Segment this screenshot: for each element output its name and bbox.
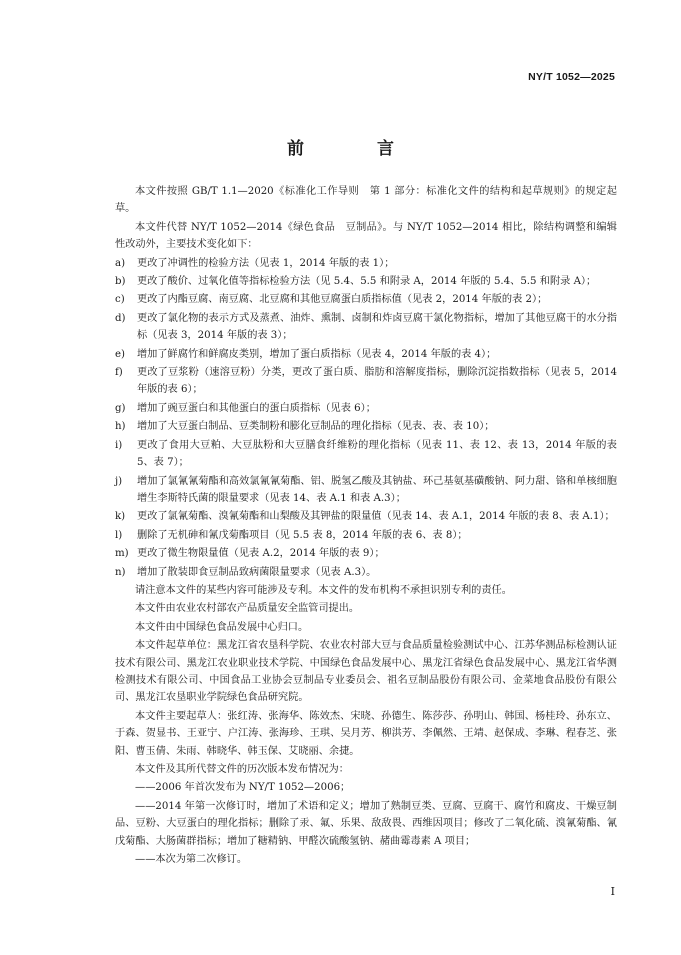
change-item-text: 增加了大豆蛋白制品、豆类制粉和膨化豆制品的理化指标（见表、表、表 10）； bbox=[137, 421, 495, 433]
change-item bbox=[115, 564, 617, 581]
change-item-label: l) bbox=[115, 529, 123, 541]
change-item-text: 更改了微生物限量值（见表 A.2，2014 年版的表 9）； bbox=[137, 548, 385, 560]
change-item-label: i) bbox=[115, 439, 123, 451]
paragraph: ——本次为第二次修订。 bbox=[135, 854, 248, 866]
change-item bbox=[115, 545, 617, 562]
paragraph: 本文件由中国绿色食品发展中心归口。 bbox=[135, 621, 309, 633]
change-item-text: 更改了酸价、过氧化值等指标检验方法（见 5.4、5.5 和附录 A，2014 年版的 5.4、5.5 和附录 A）； bbox=[137, 276, 597, 288]
change-item-label: b) bbox=[115, 276, 126, 288]
page-title: 前 言 bbox=[287, 139, 422, 159]
change-item-text: 增加了豌豆蛋白和其他蛋白的蛋白质指标（见表 6）； bbox=[137, 402, 376, 414]
page-number: I bbox=[610, 885, 615, 898]
paragraph: ——2006 年首次发布为 NY/T 1052—2006； bbox=[135, 782, 351, 794]
change-item-label: c) bbox=[115, 294, 125, 306]
change-item-text: 删除了无机砷和氰戊菊酯项目（见 5.5 表 8，2014 年版的表 6、表 8）； bbox=[137, 529, 468, 541]
paragraph: 本文件按照 GB/T 1.1—2020《标准化工作导则 第 1 部分：标准化文件的结构和起草规则》的规定起草。 bbox=[115, 186, 617, 215]
change-item-text: 更改了食用大豆粕、大豆肽粉和大豆膳食纤维粉的理化指标（见表 11、表 12、表 13，2014 年版的表 5、表 7）； bbox=[137, 439, 617, 469]
change-item-label: m) bbox=[115, 548, 129, 560]
change-item-text: 更改了内酯豆腐、南豆腐、北豆腐和其他豆腐蛋白质指标值（见表 2，2014 年版的表 2）； bbox=[137, 294, 548, 306]
paragraph: ——2014 年第一次修订时，增加了术语和定义；增加了熟制豆类、豆腐、豆腐干、腐竹和腐皮、干燥豆制品、豆粉、大豆蛋白的理化指标；删除了汞、氟、乐果、敌敌畏、西维因项目；修改了二氧化硫、溴氰菊酯、氰戊菊酯、大肠菌群指标；增加了糖精钠、甲醛次硫酸氢钠、赭曲霉毒素 A 项目； bbox=[115, 800, 617, 847]
change-item-text: 增加了氯氰氰菊酯和高效氯氰氰菊酯、铝、脱氢乙酸及其钠盐、环己基氨基磺酸钠、阿力甜、铬和单核细胞增生李斯特氏菌的限量要求（见表 14、表 A.1 和表 A.3）； bbox=[137, 475, 617, 504]
change-item-label: d) bbox=[115, 312, 126, 324]
change-item bbox=[115, 418, 617, 435]
change-item-text: 更改了氯氰菊酯、溴氰菊酯和山梨酸及其钾盐的限量值（见表 14、表 A.1，2014 年版的表 8、表 A.1）； bbox=[137, 511, 615, 523]
change-item-label: j) bbox=[115, 475, 123, 487]
change-item-label: h) bbox=[115, 421, 126, 433]
paragraph: 本文件及其所代替文件的历次版本发布情况为： bbox=[135, 764, 349, 775]
change-item-text: 更改了冲调性的检验方法（见表 1，2014 年版的表 1）； bbox=[137, 257, 395, 269]
change-item-label: a) bbox=[115, 257, 126, 269]
change-item-text: 增加了散装即食豆制品致病菌限量要求（见表 A.3）。 bbox=[137, 566, 377, 578]
change-item bbox=[115, 291, 617, 308]
standard-number-header: NY/T 1052—2025 bbox=[528, 71, 615, 83]
change-item bbox=[115, 527, 617, 544]
change-item-label: e) bbox=[115, 348, 126, 360]
change-item bbox=[115, 437, 617, 472]
change-item bbox=[115, 310, 617, 345]
paragraph: 本文件代替 NY/T 1052—2014《绿色食品 豆制品》。与 NY/T 1052—2014 相比，除结构调整和编辑性改动外，主要技术变化如下： bbox=[115, 221, 617, 251]
paragraph: 请注意本文件的某些内容可能涉及专利。本文件的发布机构不承担识别专利的责任。 bbox=[135, 584, 512, 596]
change-item bbox=[115, 473, 617, 508]
foreword-body bbox=[115, 183, 617, 869]
change-item-label: f) bbox=[115, 367, 123, 379]
change-item-text: 增加了鲜腐竹和鲜腐皮类别，增加了蛋白质指标（见表 4，2014 年版的表 4）； bbox=[137, 348, 497, 360]
paragraph: 本文件主要起草人：张红涛、张海华、陈效杰、宋晓、孙德生、陈莎莎、孙明山、韩国、杨桂玲、孙东立、于森、贺显书、王亚宁、户江涛、张海珍、王琪、吴月芳、柳洪芳、李佩然、王靖、赵保成、李琳、程春芝、张阳、曹玉倩、朱雨、韩晓华、韩玉保、艾晓丽、余捷。 bbox=[115, 710, 617, 757]
change-item-text: 更改了豆浆粉（速溶豆粉）分类，更改了蛋白质、脂肪和溶解度指标，删除沉淀指数指标（见表 5，2014 年版的表 6）； bbox=[137, 367, 617, 396]
change-item-label: n) bbox=[115, 566, 126, 578]
change-item bbox=[115, 255, 617, 272]
change-item bbox=[115, 508, 617, 525]
change-item-label: k) bbox=[115, 511, 126, 523]
change-item-text: 更改了氯化物的表示方式及蒸煮、油炸、熏制、卤制和炸卤豆腐干氯化物指标，增加了其他豆腐干的水分指标（见表 3，2014 年版的表 3）； bbox=[137, 312, 617, 342]
change-item bbox=[115, 346, 617, 363]
change-item bbox=[115, 364, 617, 399]
change-item-label: g) bbox=[115, 402, 126, 414]
paragraph: 本文件由农业农村部农产品质量安全监管司提出。 bbox=[135, 603, 360, 615]
paragraph: 本文件起草单位：黑龙江省农垦科学院、农业农村部大豆与食品质量检验测试中心、江苏华测品标检测认证技术有限公司、黑龙江农业职业技术学院、中国绿色食品发展中心、黑龙江省绿色食品发展中心、黑龙江省华测检测技术有限公司、中国食品工业协会豆制品专业委员会、祖名豆制品股份有限公司、金菜地食品股份有限公司、黑龙江农垦职业学院绿色食品研究院。 bbox=[115, 640, 617, 704]
change-item bbox=[115, 273, 617, 290]
change-item bbox=[115, 400, 617, 417]
